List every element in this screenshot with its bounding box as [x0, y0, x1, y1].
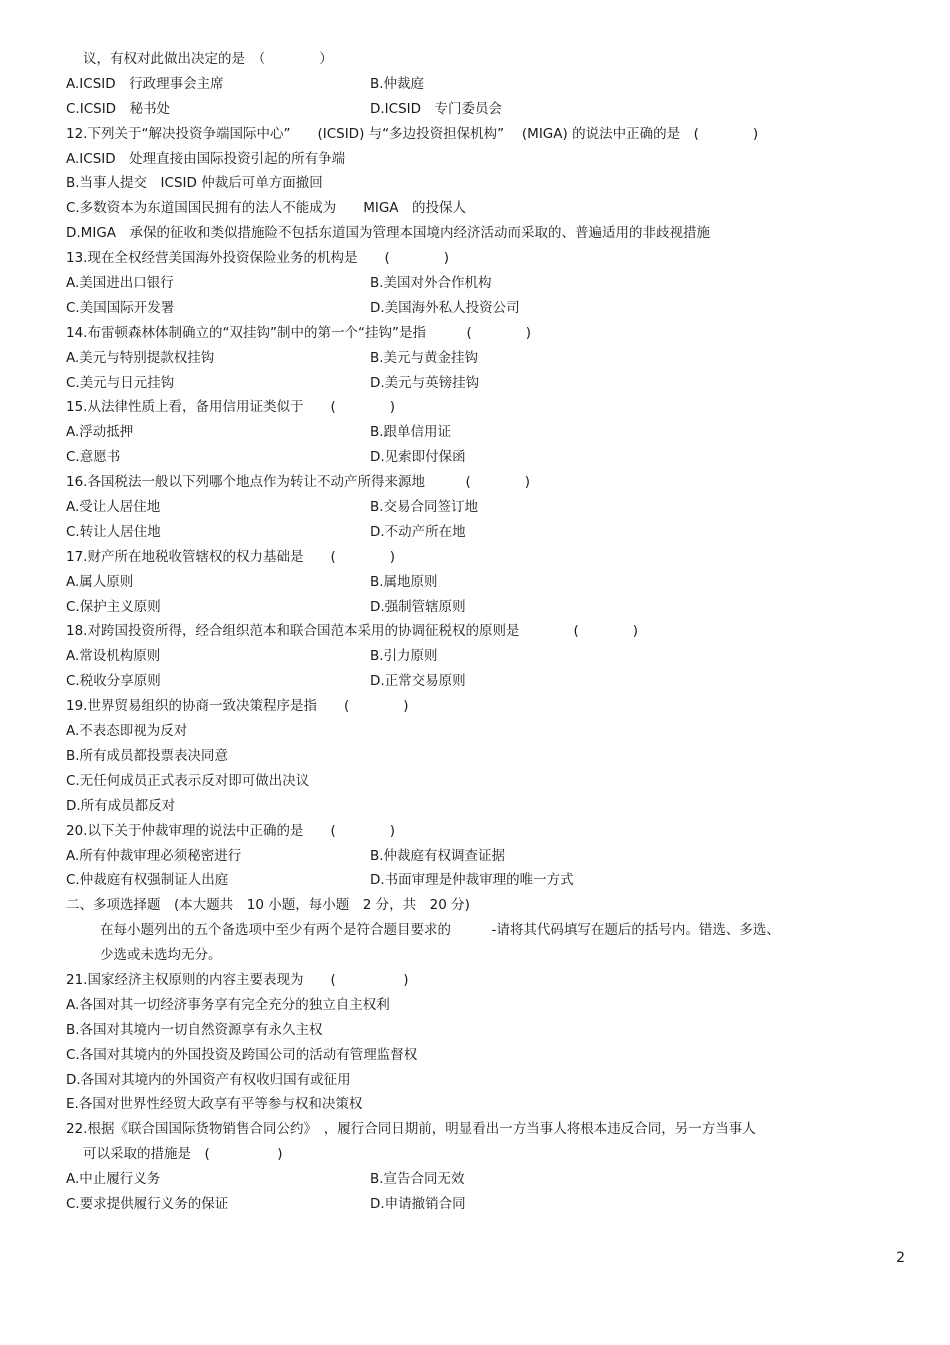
option-right: B.仲裁庭 — [370, 75, 425, 92]
text-line: 13.现在全权经营美国海外投资保险业务的机构是 ( ) — [66, 250, 450, 267]
option-left: A.属人原则 — [66, 573, 134, 590]
option-row — [66, 1192, 866, 1217]
option-left: C.保护主义原则 — [66, 598, 161, 615]
option-right: D.书面审理是仲裁审理的唯一方式 — [370, 872, 574, 889]
option-row — [66, 420, 866, 445]
text-line: 16.各国税法一般以下列哪个地点作为转让不动产所得来源地 ( ) — [66, 474, 531, 491]
text-line: E.各国对世界性经贸大政享有平等参与权和决策权 — [66, 1096, 363, 1113]
option-left: C.转让人居住地 — [66, 523, 161, 540]
option-right: B.美元与黄金挂钩 — [370, 349, 479, 366]
text-line: D.MIGA 承保的征收和类似措施险不包括东道国为管理本国境内经济活动而采取的、普遍适用的非歧视措施 — [66, 225, 711, 242]
option-right: D.不动产所在地 — [370, 523, 466, 540]
option-left: C.美元与日元挂钩 — [66, 374, 175, 391]
text-line: 22.根据《联合国国际货物销售合同公约》 ，履行合同日期前，明显看出一方当事人将根本违反合同，另一方当事人 — [66, 1121, 756, 1138]
option-row — [66, 72, 866, 97]
option-left: A.所有仲裁审理必须秘密进行 — [66, 847, 242, 864]
option-row — [66, 346, 866, 371]
option-row — [66, 595, 866, 620]
option-row — [66, 1167, 866, 1192]
option-row — [66, 669, 866, 694]
option-left: A.浮动抵押 — [66, 424, 134, 441]
text-line: 12.下列关于“解决投资争端国际中心” (ICSID) 与“多边投资担保机构” (MIGA) 的说法中正确的是 ( ) — [66, 125, 759, 142]
option-right: D.美元与英镑挂钩 — [370, 374, 480, 391]
option-right: B.引力原则 — [370, 648, 438, 665]
option-left: C.要求提供履行义务的保证 — [66, 1195, 229, 1212]
option-left: A.常设机构原则 — [66, 648, 161, 665]
text-line: C.各国对其境内的外国投资及跨国公司的活动有管理监督权 — [66, 1046, 418, 1063]
text-line: 可以采取的措施是 ( ) — [83, 1146, 283, 1163]
option-row — [66, 868, 866, 893]
text-line: 议，有权对此做出决定的是 （ ） — [83, 51, 333, 67]
text-line: 15.从法律性质上看，备用信用证类似于 ( ) — [66, 399, 396, 416]
option-row — [66, 97, 866, 122]
option-row — [66, 445, 866, 470]
option-left: A.中止履行义务 — [66, 1171, 161, 1188]
option-left: C.税收分享原则 — [66, 673, 161, 690]
text-line: 18.对跨国投资所得，经合组织范本和联合国范本采用的协调征税权的原则是 ( ) — [66, 623, 639, 640]
option-right: B.美国对外合作机构 — [370, 275, 492, 292]
text-line: 17.财产所在地税收管辖权的权力基础是 ( ) — [66, 548, 396, 565]
text-line: 19.世界贸易组织的协商一致决策程序是指 ( ) — [66, 698, 409, 715]
option-right: B.交易合同签订地 — [370, 499, 479, 516]
option-row — [66, 271, 866, 296]
option-left: C.ICSID 秘书处 — [66, 100, 171, 117]
option-right: B.仲裁庭有权调查证据 — [370, 847, 506, 864]
text-line: 20.以下关于仲裁审理的说法中正确的是 ( ) — [66, 822, 396, 839]
text-line: B.所有成员都投票表决同意 — [66, 747, 229, 764]
text-line: 二、多项选择题 (本大题共 10 小题，每小题 2 分，共 20 分) — [66, 897, 470, 914]
text-line: A.各国对其一切经济事务享有完全充分的独立自主权利 — [66, 996, 390, 1013]
option-left: A.受让人居住地 — [66, 499, 161, 516]
option-left: A.ICSID 行政理事会主席 — [66, 75, 224, 92]
text-line: C.无任何成员正式表示反对即可做出决议 — [66, 772, 310, 789]
option-right: D.申请撤销合同 — [370, 1195, 466, 1212]
option-right: D.正常交易原则 — [370, 673, 466, 690]
text-line: B.当事人提交 ICSID 仲裁后可单方面撤回 — [66, 175, 323, 192]
option-right: D.ICSID 专门委员会 — [370, 100, 503, 117]
option-left: A.美元与特别提款权挂钩 — [66, 349, 215, 366]
option-row — [66, 644, 866, 669]
option-left: C.意愿书 — [66, 449, 121, 466]
option-row — [66, 520, 866, 545]
option-left: C.美国国际开发署 — [66, 299, 175, 316]
exam-page — [66, 47, 866, 1217]
option-right: D.强制管辖原则 — [370, 598, 466, 615]
option-left: C.仲裁庭有权强制证人出庭 — [66, 872, 229, 889]
option-right: B.跟单信用证 — [370, 424, 452, 441]
option-row — [66, 844, 866, 869]
text-line: A.不表态即视为反对 — [66, 723, 188, 740]
option-row — [66, 371, 866, 396]
option-right: B.宣告合同无效 — [370, 1171, 465, 1188]
option-row — [66, 296, 866, 321]
option-row — [66, 495, 866, 520]
text-line: 21.国家经济主权原则的内容主要表现为 ( ) — [66, 971, 409, 988]
text-line: B.各国对其境内一切自然资源享有永久主权 — [66, 1021, 323, 1038]
text-line: D.各国对其境内的外国资产有权收归国有或征用 — [66, 1071, 351, 1088]
option-right: D.美国海外私人投资公司 — [370, 299, 520, 316]
text-line: D.所有成员都反对 — [66, 797, 176, 814]
text-line: 在每小题列出的五个备选项中至少有两个是符合题目要求的 -请将其代码填写在题后的括号内。错选、多选、 — [100, 922, 780, 939]
text-line: A.ICSID 处理直接由国际投资引起的所有争端 — [66, 150, 346, 167]
text-line: 14.布雷顿森林体制确立的“双挂钩”制中的第一个“挂钩”是指 ( ) — [66, 324, 531, 341]
option-row — [66, 570, 866, 595]
option-right: B.属地原则 — [370, 573, 438, 590]
text-line: 少选或未选均无分。 — [100, 947, 222, 964]
option-right: D.见索即付保函 — [370, 449, 466, 466]
option-left: A.美国进出口银行 — [66, 275, 174, 292]
page-number: 2 — [896, 1250, 905, 1266]
text-line: C.多数资本为东道国国民拥有的法人不能成为 MIGA 的投保人 — [66, 200, 467, 217]
